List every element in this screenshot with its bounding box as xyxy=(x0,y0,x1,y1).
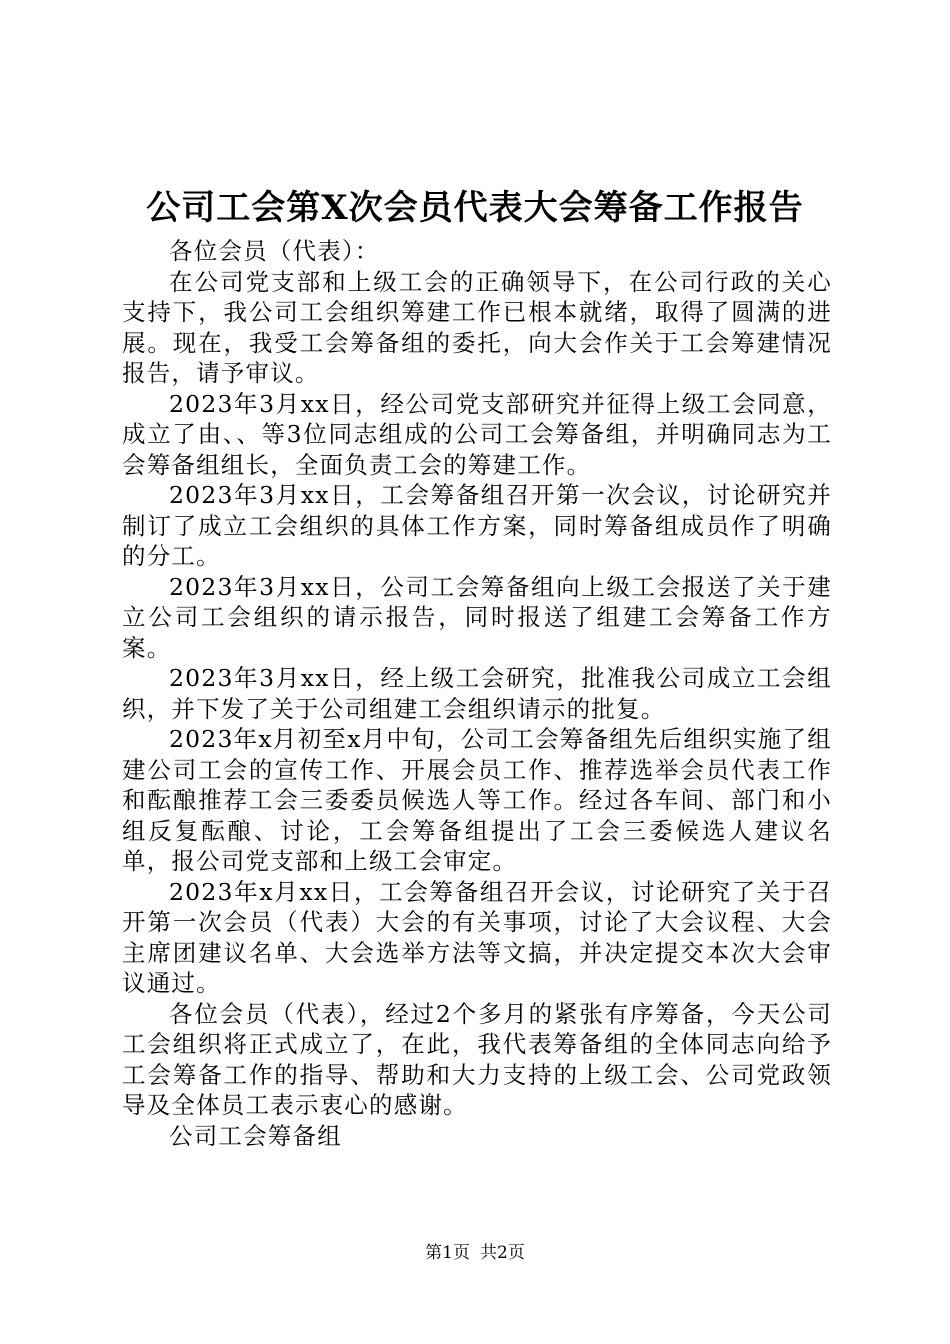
page-footer xyxy=(0,1242,950,1264)
paragraph-approval: 2023年3月xx日，经上级工会研究，批准我公司成立工会组织，并下发了关于公司组建工会组织请示的批复。 xyxy=(122,664,832,723)
paragraph-congress-meeting: 2023年x月xx日，工会筹备组召开会议，讨论研究了关于召开第一次会员（代表）大会的有关事项，讨论了大会议程、大会主席团建议名单、大会选举方法等文搞，并决定提交本次大会审议通过。 xyxy=(122,877,832,997)
paragraph-preparatory-group: 2023年3月xx日，经公司党支部研究并征得上级工会同意，成立了由、、等3位同志组成的公司工会筹备组，并明确同志为工会筹备组组长，全面负责工会的筹建工作。 xyxy=(122,389,832,479)
page-number-current: 第1页 xyxy=(425,1243,470,1263)
paragraph-request-report: 2023年3月xx日，公司工会筹备组向上级工会报送了关于建立公司工会组织的请示报告，同时报送了组建工会筹备工作方案。 xyxy=(122,572,832,662)
paragraph-thanks: 各位会员（代表），经过2个多月的紧张有序筹备，今天公司工会组织将正式成立了，在此，我代表筹备组的全体同志向给予工会筹备工作的指导、帮助和大力支持的上级工会、公司党政领导及全体员工表示衷心的感谢。 xyxy=(122,999,832,1119)
document-title: 公司工会第X次会员代表大会筹备工作报告 xyxy=(146,188,804,228)
paragraph-implementation: 2023年x月初至x月中旬，公司工会筹备组先后组织实施了组建公司工会的宣传工作、开展会员工作、推荐选举会员代表工作和酝酿推荐工会三委委员候选人等工作。经过各车间、部门和小组反复酝酿、讨论，工会筹备组提出了工会三委候选人建议名单，报公司党支部和上级工会审定。 xyxy=(122,725,832,875)
page-number-total: 共2页 xyxy=(480,1243,525,1263)
salutation: 各位会员（代表）： xyxy=(169,237,380,265)
paragraph-first-meeting: 2023年3月xx日，工会筹备组召开第一次会议，讨论研究并制订了成立工会组织的具体工作方案，同时筹备组成员作了明确的分工。 xyxy=(122,481,832,570)
signature-line: 公司工会筹备组 xyxy=(169,1121,342,1150)
document-body xyxy=(122,236,832,1151)
paragraph-intro: 在公司党支部和上级工会的正确领导下，在公司行政的关心支持下，我公司工会组织筹建工作已根本就绪，取得了圆满的进展。现在，我受工会筹备组的委托，向大会作关于工会筹建情况报告，请予审议。 xyxy=(122,267,832,387)
